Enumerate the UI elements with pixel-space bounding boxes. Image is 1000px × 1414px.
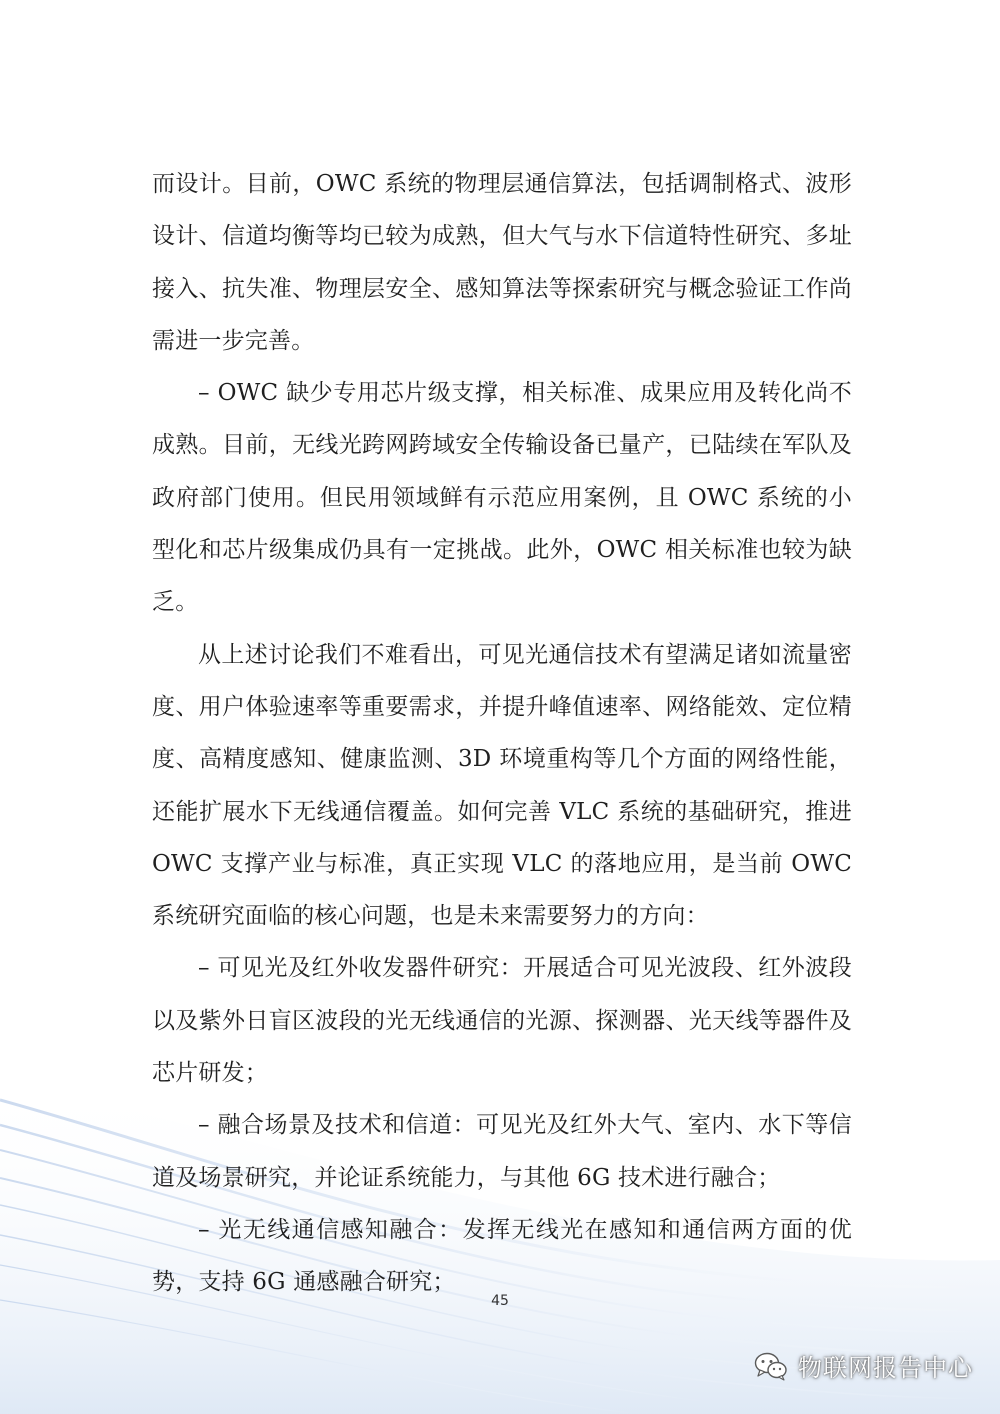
paragraph-continuation: 而设计。目前，OWC 系统的物理层通信算法，包括调制格式、波形设计、信道均衡等均已较为成熟，但大气与水下信道特性研究、多址接入、抗失准、物理层安全、感知算法等探索研究与概念验证工作尚需进一步完善。	[152, 171, 852, 354]
watermark-text: 物联网报告中心	[798, 1354, 973, 1382]
wechat-icon	[754, 1351, 788, 1381]
document-body	[152, 158, 852, 1309]
paragraph-fusion-scenarios: – 融合场景及技术和信道：可见光及红外大气、室内、水下等信道及场景研究，并论证系统能力，与其他 6G 技术进行融合；	[152, 1112, 852, 1191]
page-number: 45	[491, 1293, 509, 1309]
paragraph-sensing-fusion: – 光无线通信感知融合：发挥无线光在感知和通信两方面的优势，支持 6G 通感融合研究；	[152, 1216, 852, 1296]
paragraph-owc-chip-support: – OWC 缺少专用芯片级支撑，相关标准、成果应用及转化尚不成熟。目前，无线光跨网跨域安全传输设备已量产，已陆续在军队及政府部门使用。但民用领域鲜有示范应用案例，且 OWC 系统的小型化和芯片级集成仍具有一定挑战。此外，OWC 相关标准也较为缺乏。	[152, 380, 852, 616]
watermark	[754, 1348, 973, 1383]
paragraph-transceiver-research: – 可见光及红外收发器件研究：开展适合可见光波段、红外波段以及紫外日盲区波段的光无线通信的光源、探测器、光天线等器件及芯片研发；	[152, 955, 852, 1087]
paragraph-discussion-summary: 从上述讨论我们不难看出，可见光通信技术有望满足诸如流量密度、用户体验速率等重要需求，并提升峰值速率、网络能效、定位精度、高精度感知、健康监测、3D 环境重构等几个方面的网络性能，还能扩展水下无线通信覆盖。如何完善 VLC 系统的基础研究，推进 OWC 支撑产业与标准，真正实现 VLC 的落地应用，是当前 OWC 系统研究面临的核心问题，也是未来需要努力的方向：	[152, 641, 852, 930]
